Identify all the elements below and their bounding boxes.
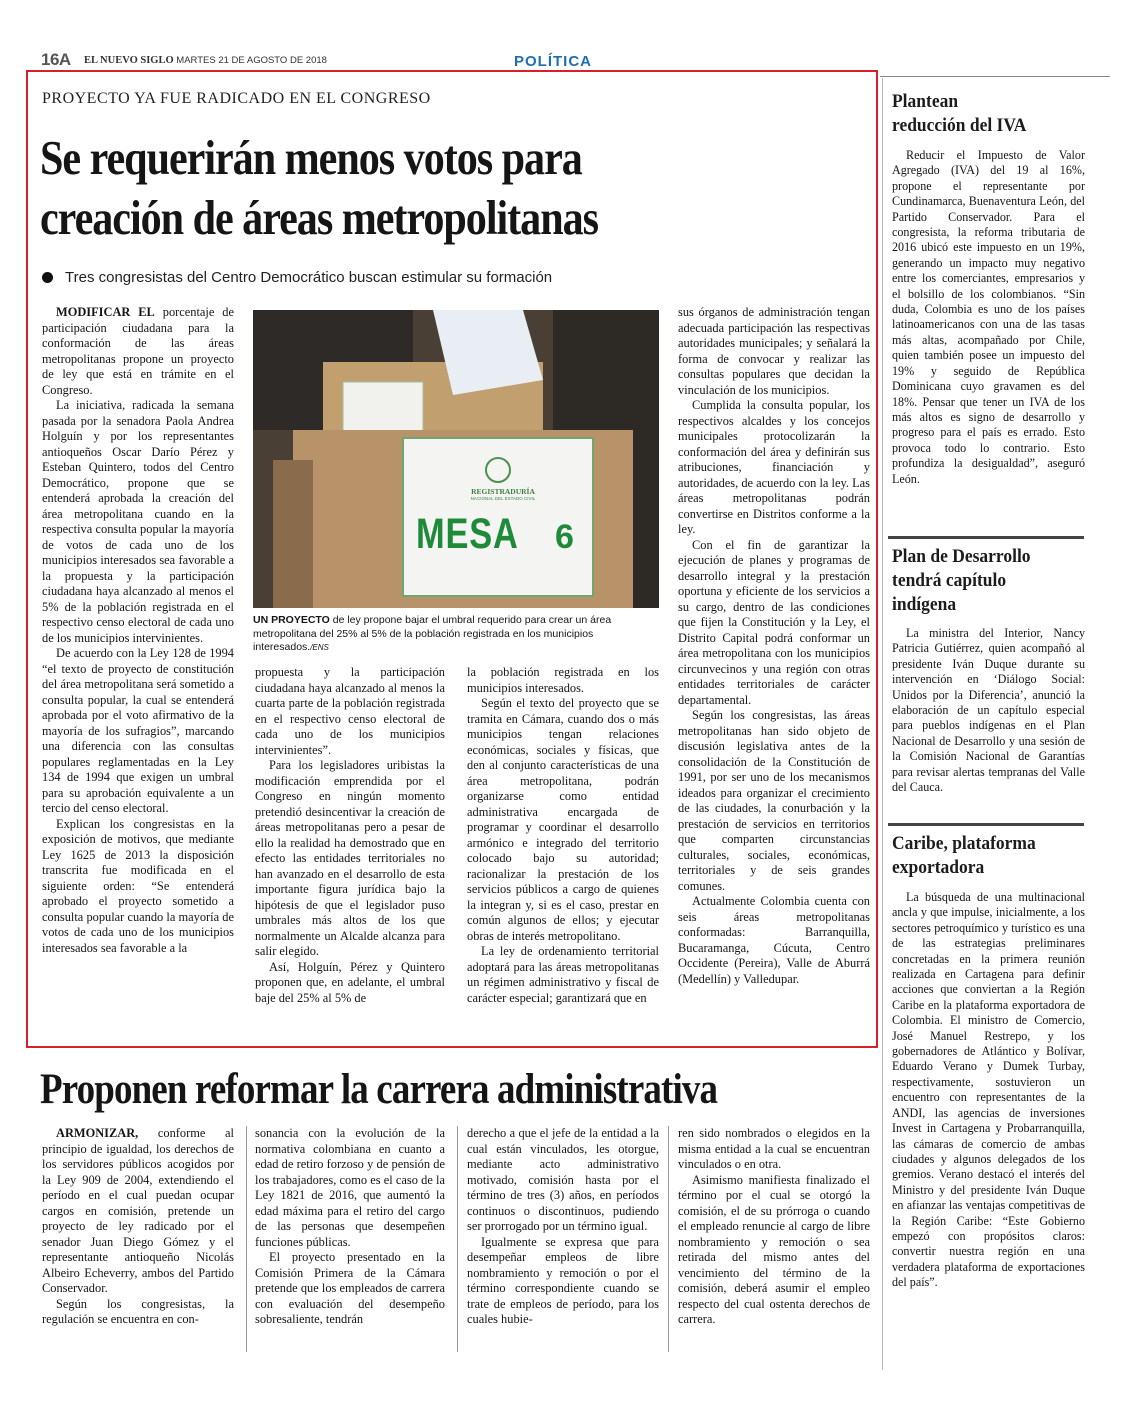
article-column-1	[42, 305, 234, 956]
paragraph: La ministra del Interior, Nancy Patricia Gutiérrez, quien acompañó al presidente Iván Duque durante su intervención en ‘Diálogo Social: Unidos por la Diferencia’, anunció la elaboración de un capítulo especial para pueblos indígenas en el Plan Nacional de Desarrollo y una sesión de la Comisión Nacional de Garantías para revisar alertas tempranas del Valle del Cauca.	[892, 626, 1085, 795]
issue-date: MARTES 21 DE AGOSTO DE 2018	[176, 55, 327, 66]
paragraph: derecho a que el jefe de la entidad a la cual están vinculados, les otorgue, mediante acto administrativo motivado, comisión hasta por el término de tres (3) años, en períodos continuos o discontinuos, pudiendo ser prorrogado por un término igual.	[467, 1126, 659, 1233]
column-rule	[668, 1126, 669, 1352]
paragraph: La búsqueda de una multinacional ancla y que impulse, inicialmente, a los sectores petroquímico y turístico es una de las estrategias preliminares concretadas en la primera reunión realizada en Cartagena para definir acciones que conviertan a la Región Caribe en la plataforma exportadora de Colombia. El ministro de Comercio, José Manuel Restrepo, y los gobernadores de Atlántico y Bolívar, Eduardo Verano y Dumek Turbay, respectivamente, sostuvieron un encuentro con representantes de la ANDI, las agencias de inversiones Invest in Cartagena y Probarranquilla, las cámaras de comercio de ambas ciudades y algunos delegados de los gremios. Verano destacó el interés del Ministro y del presidente Iván Duque en afianzar las ventajas competitivas de la Región Caribe: “Este Gobierno empezó con propósitos claros: convertir nuestra región en una verdadera plataforma de exportaciones del país”.	[892, 890, 1085, 1290]
caption-text: de ley propone bajar el umbral requerido para crear un área metropolitana del 25% al 5% de la población registrada en los municipios interesados.	[253, 614, 612, 653]
paragraph: Actualmente Colombia cuenta con seis áreas metropolitanas conformadas: Barranquilla, Bucaramanga, Cúcuta, Centro Occidente (Pereira), Valle de Aburrá (Medellín) y Valledupar.	[678, 894, 870, 986]
paragraph: La iniciativa, radicada la semana pasada por la senadora Paola Andrea Holguín y por los representantes antioqueños Oscar Darío Pérez y Esteban Quintero, todos del Centro Democrático, propone que se entenderá aprobada la creación del área metropolitana cuando en la respectiva consulta popular la mayoría de votos de cada uno de los municipios interesados sea favorable a la propuesta y la participación ciudadana haya alcanzado al menos el 5% de la población registrada en el respectivo censo electoral de cada uno de los municipios intervinientes.	[42, 398, 234, 645]
paragraph: El proyecto presentado en la Comisión Primera de la Cámara pretende que los empleados de carrera con evaluación del desempeño sobresaliente, tendrán	[255, 1250, 445, 1326]
paragraph: Así, Holguín, Pérez y Quintero proponen que, en adelante, el umbral baje del 25% al 5% de	[255, 959, 445, 1005]
paragraph: Según los congresistas, las áreas metropolitanas han sido objeto de discusión legislativa antes de la consolidación de la Constitución de 1991, por ser uno de los mecanismos ideados para organizar el crecimiento de las ciudades, la conurbación y la prestación de servicios en territorios que comparten circunstancias culturales, sociales, económicas, territoriales y de seis grandes comunes.	[678, 708, 870, 893]
second-column-2	[255, 1126, 445, 1328]
bullet-icon	[42, 272, 53, 283]
paragraph: Asimismo manifiesta finalizado el término por el cual se otorgó la comisión, el de su prórroga o cuando el empleado renuncie al cargo de libre nombramiento y remoción o sea retirada del mismo antes del vencimiento del término de la comisión, deberá asumir el empleo respecto del cual ostenta derechos de carrera.	[678, 1172, 870, 1326]
mesa-label: MESA	[416, 510, 519, 558]
sidebar-rule	[882, 78, 883, 1370]
sidebar-title-line: indígena	[892, 594, 957, 615]
paragraph-text: porcentaje de participación ciudadana para la conformación de las áreas metropolitanas propone un proyecto de ley que está en trámite en el Congreso.	[42, 305, 234, 397]
sidebar-title-line: Plantean	[892, 91, 959, 112]
sidebar-divider	[888, 823, 1084, 826]
sidebar-title-plan	[892, 545, 1031, 617]
paragraph	[42, 305, 234, 398]
sidebar-title-line: reducción del IVA	[892, 115, 1027, 136]
paper-name-text: EL NUEVO SIGLO	[84, 55, 174, 66]
photo-illustration	[253, 310, 659, 608]
article-subhead	[42, 269, 552, 286]
second-column-1	[42, 1126, 234, 1328]
article-column-2	[255, 665, 445, 1006]
article-column-3	[467, 665, 659, 1006]
lead-in: ARMONIZAR,	[56, 1126, 139, 1140]
headline-line-1: Se requerirán menos votos para	[40, 130, 582, 185]
mesa-number: 6	[555, 518, 574, 556]
sidebar-text-iva	[892, 148, 1085, 487]
paragraph	[42, 1126, 234, 1297]
paragraph: la población registrada en los municipios interesados.	[467, 665, 659, 695]
second-headline: Proponen reformar la carrera administrativa	[40, 1066, 718, 1113]
paragraph: Para los legisladores uribistas la modificación emprendida por el Congreso en ningún momento pretendió desincentivar la creación de áreas metropolitanas pero a pesar de ello la realidad ha demostrado que en efecto las entidades territoriales no han avanzado en el desarrollo de esta importante figura jurídica bajo la hipótesis de que el legislador puso umbrales más altos de los que normalmente un Alcalde alcanza para salir elegido.	[255, 758, 445, 958]
second-column-3	[467, 1126, 659, 1328]
second-column-4	[678, 1126, 870, 1328]
subhead-text: Tres congresistas del Centro Democrático buscan estimular su formación	[65, 269, 553, 286]
paragraph: La ley de ordenamiento territorial adoptará para las áreas metropolitanas un régimen administrativo y fiscal de carácter especial; garantizará que en	[467, 944, 659, 1005]
section-label: POLÍTICA	[514, 53, 592, 70]
caption-credit: /ENS	[310, 643, 329, 652]
column-rule	[246, 1126, 247, 1352]
article-column-4	[678, 305, 870, 987]
paragraph: ren sido nombrados o elegidos en la misma entidad a la cual se encuentran vinculados o en otra.	[678, 1126, 870, 1171]
registraduria-label: REGISTRADURÍA	[471, 487, 535, 496]
sidebar-title-line: tendrá capítulo	[892, 570, 1007, 591]
lead-in: MODIFICAR EL	[56, 305, 155, 319]
sidebar-text-plan	[892, 626, 1085, 795]
paragraph: De acuerdo con la Ley 128 de 1994 “el texto de proyecto de constitución del área metropolitana será sometido a consulta popular, la cual se entenderá aprobada por el voto afirmativo de la mayoría de los sufragios”, marcando una diferencia con las consultas populares reglamentadas en la Ley 134 de 1994 que exigen un umbral para su aprobación equivalente a un tercio del censo electoral.	[42, 646, 234, 815]
paragraph: sonancia con la evolución de la normativa colombiana en cuanto a edad de retiro forzoso y de pensión de los trabajadores, como es el caso de la Ley 1821 de 2016, que aumentó la edad máxima para el retiro del cargo de las personas que desempeñen funciones públicas.	[255, 1126, 445, 1249]
sidebar-divider	[888, 536, 1084, 539]
header-rule	[880, 76, 1110, 77]
caption-lead: UN PROYECTO	[253, 614, 330, 626]
sidebar-title-caribe	[892, 832, 1036, 880]
column-rule	[457, 1126, 458, 1352]
ballot-box-photo	[253, 310, 659, 608]
paragraph: propuesta y la participación ciudadana haya alcanzado al menos la cuarta parte de la población registrada en el respectivo censo electoral de cada uno de los municipios intervinientes”.	[255, 665, 445, 757]
paragraph: Con el fin de garantizar la ejecución de planes y programas de desarrollo integral y la prestación oportuna y eficiente de los servicios a su cargo, dentro de las condiciones que fijen la Constitución y la Ley, el Distrito Capital podrá conformar un área metropolitana con los municipios circunvecinos y una región con otras entidades territoriales de carácter departamental.	[678, 537, 870, 707]
sidebar-title-iva	[892, 90, 1026, 138]
sidebar-title-line: Caribe, plataforma	[892, 833, 1036, 854]
page-number: 16A	[41, 50, 71, 69]
photo-caption	[253, 614, 663, 655]
article-kicker: PROYECTO YA FUE RADICADO EN EL CONGRESO	[42, 90, 431, 107]
paragraph: Igualmente se expresa que para desempeñar empleos de libre nombramiento y remoción o por el término correspondiente cuando se trate de empleos de período, para los cuales hubie-	[467, 1234, 659, 1326]
headline-line-2: creación de áreas metropolitanas	[40, 190, 599, 245]
sidebar-text-caribe	[892, 890, 1085, 1291]
article-headline	[40, 128, 728, 248]
paragraph: Según el texto del proyecto que se tramita en Cámara, cuando dos o más municipios tengan relaciones económicas, sociales y físicas, que den al conjunto características de una área metropolitana, podrán organizarse como entidad administrativa encargada de programar y coordinar el desarrollo armónico e integrado del territorio colocado bajo su autoridad; racionalizar la prestación de los servicios públicos a cargo de quienes la integran y, si es el caso, prestar en común algunos de ellos; y ejecutar obras de interés metropolitano.	[467, 696, 659, 943]
paragraph: Según los congresistas, la regulación se encuentra en con-	[42, 1296, 234, 1326]
registraduria-sublabel: NACIONAL DEL ESTADO CIVIL	[470, 496, 536, 501]
paragraph: sus órganos de administración tengan adecuada participación las respectivas autoridades municipales; y señalará la forma de convocar y realizar las consultas populares que decidan la vinculación de los municipios.	[678, 305, 870, 397]
paragraph: Cumplida la consulta popular, los respectivos alcaldes y los concejos municipales protocolizarán la conformación del área y definirán sus atribuciones, financiación y autoridades, de acuerdo con la ley. Las áreas metropolitanas podrán convertirse en Distritos conforme a la ley.	[678, 398, 870, 536]
sidebar-title-line: Plan de Desarrollo	[892, 546, 1031, 567]
paper-name	[84, 55, 327, 66]
sidebar-title-line: exportadora	[892, 857, 985, 878]
paragraph: Reducir el Impuesto de Valor Agregado (IVA) del 19 al 16%, propone el representante por Cundinamarca, Buenaventura León, del Partido Conservador. Para el congresista, la reforma tributaria de 2016 ubicó este impuesto en un 19%, generando un impacto muy negativo entre los comerciantes, empresarios y el bolsillo de los colombianos. “Sin duda, Colombia es uno de los países latinoamericanos con una de las tasas más altas, acompañado por Chile, quien también posee un impuesto del 19% y seguido de República Dominicana cuyo gravamen es del 18%. Pensar que tener un IVA de los más altos es signo de desarrollo y progreso para el país es errado. Esto provoca todo lo contrario. Esto profundiza la desigualdad”, aseguró León.	[892, 148, 1085, 486]
paragraph: Explican los congresistas en la exposición de motivos, que mediante Ley 1625 de 2013 la disposición transcrita fue modificada en el siguiente orden: “Se entenderá aprobado el proyecto sometido a consulta popular cuando la mayoría de votos de cada uno de los municipios interesados sea favorable a la	[42, 816, 234, 955]
paragraph-text: conforme al principio de igualdad, los derechos de los servidores públicos acogidos por la Ley 909 de 2004, extendiendo el período en el cual puedan ocupar cargos en comisión, pretende un proyecto de ley radicado por el senador Juan Diego Gómez y el representante antioqueño Nicolás Albeiro Echeverry, ambos del Partido Conservador.	[42, 1126, 234, 1295]
